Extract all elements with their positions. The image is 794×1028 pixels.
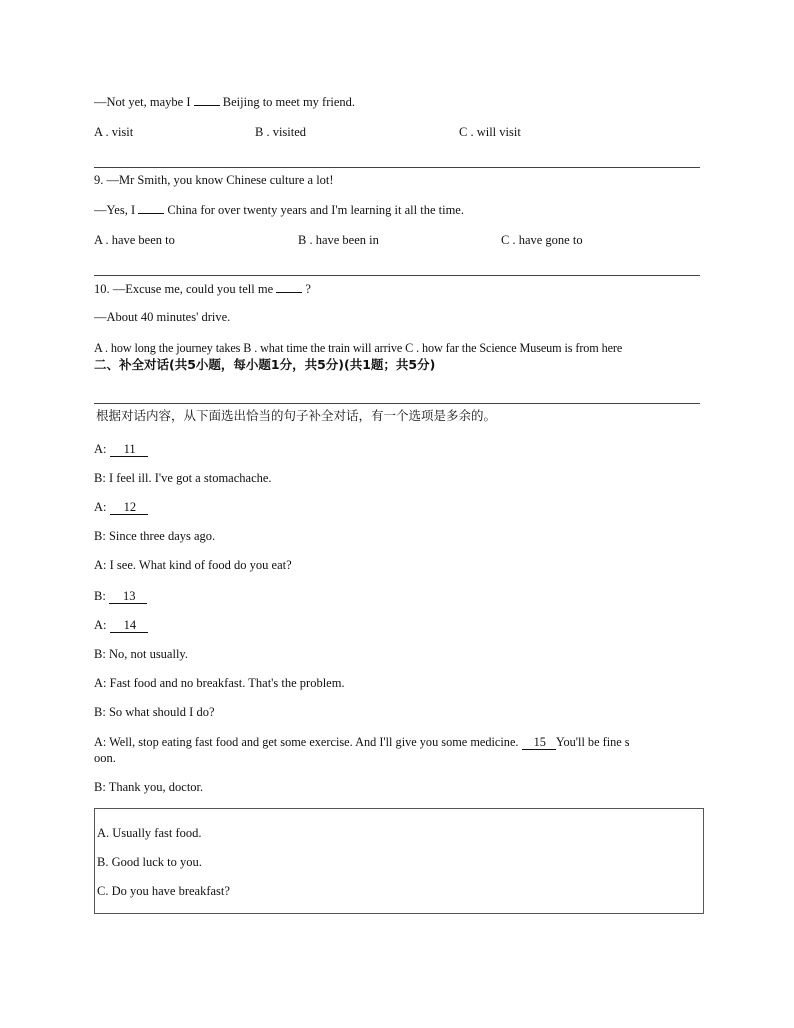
dialogue-blank-12[interactable]: 12 <box>110 500 149 515</box>
dialogue-line: B: Since three days ago. <box>94 529 216 543</box>
dialogue-blank-14[interactable]: 14 <box>110 618 149 633</box>
q9-question: 9. —Mr Smith, you know Chinese culture a lot! <box>94 173 334 187</box>
q10-reply: —About 40 minutes' drive. <box>94 310 231 324</box>
dialogue-line-long: A: Well, stop eating fast food and get some exercise. And I'll give you some medicine. 15 You'll be fine s <box>94 735 630 749</box>
dialogue-line: A: 14 <box>94 617 148 633</box>
q9-option-b[interactable]: B . have been in <box>298 233 379 247</box>
q10-blank[interactable] <box>276 280 302 293</box>
dialogue-line: B: 13 <box>94 588 147 604</box>
q8-reply: —Not yet, maybe I Beijing to meet my friend. <box>94 95 356 109</box>
dialogue-line: B: So what should I do? <box>94 705 215 719</box>
dialogue-line: B: I feel ill. I've got a stomachache. <box>94 471 272 485</box>
q9-blank[interactable] <box>138 201 164 214</box>
divider <box>94 167 700 168</box>
q8-option-a[interactable]: A . visit <box>94 125 134 139</box>
q10-question: 10. —Excuse me, could you tell me ? <box>94 282 311 296</box>
dialogue-line: B: Thank you, doctor. <box>94 780 204 794</box>
divider <box>94 403 700 404</box>
dialogue-line: A: I see. What kind of food do you eat? <box>94 558 292 572</box>
dialogue-blank-13[interactable]: 13 <box>109 589 148 604</box>
q9-reply: —Yes, I China for over twenty years and I'm learning it all the time. <box>94 203 464 217</box>
q9-option-c[interactable]: C . have gone to <box>501 233 583 247</box>
dialogue-line-wrap: oon. <box>94 751 116 765</box>
choices-box <box>94 808 704 914</box>
dialogue-blank-15[interactable]: 15 <box>522 735 556 750</box>
dialogue-line: A: 11 <box>94 441 148 457</box>
section-instruction: 根据对话内容，从下面选出恰当的句子补全对话，有一个选项是多余的。 <box>96 408 497 423</box>
section-title: 二、补全对话(共5小题，每小题1分，共5分)(共1题；共5分) <box>94 357 436 372</box>
q10-options[interactable]: A . how long the journey takes B . what time the train will arrive C . how far the Science Museum is from here <box>94 341 623 355</box>
dialogue-line: A: 12 <box>94 499 148 515</box>
q9-option-a[interactable]: A . have been to <box>94 233 175 247</box>
dialogue-blank-11[interactable]: 11 <box>110 442 148 457</box>
choice-b[interactable]: B. Good luck to you. <box>97 855 202 869</box>
q8-option-b[interactable]: B . visited <box>255 125 307 139</box>
choice-a[interactable]: A. Usually fast food. <box>97 826 202 840</box>
dialogue-line: B: No, not usually. <box>94 647 188 661</box>
choice-c[interactable]: C. Do you have breakfast? <box>97 884 230 898</box>
q8-option-c[interactable]: C . will visit <box>459 125 521 139</box>
divider <box>94 275 700 276</box>
q8-blank[interactable] <box>194 93 220 106</box>
dialogue-line: A: Fast food and no breakfast. That's the problem. <box>94 676 345 690</box>
